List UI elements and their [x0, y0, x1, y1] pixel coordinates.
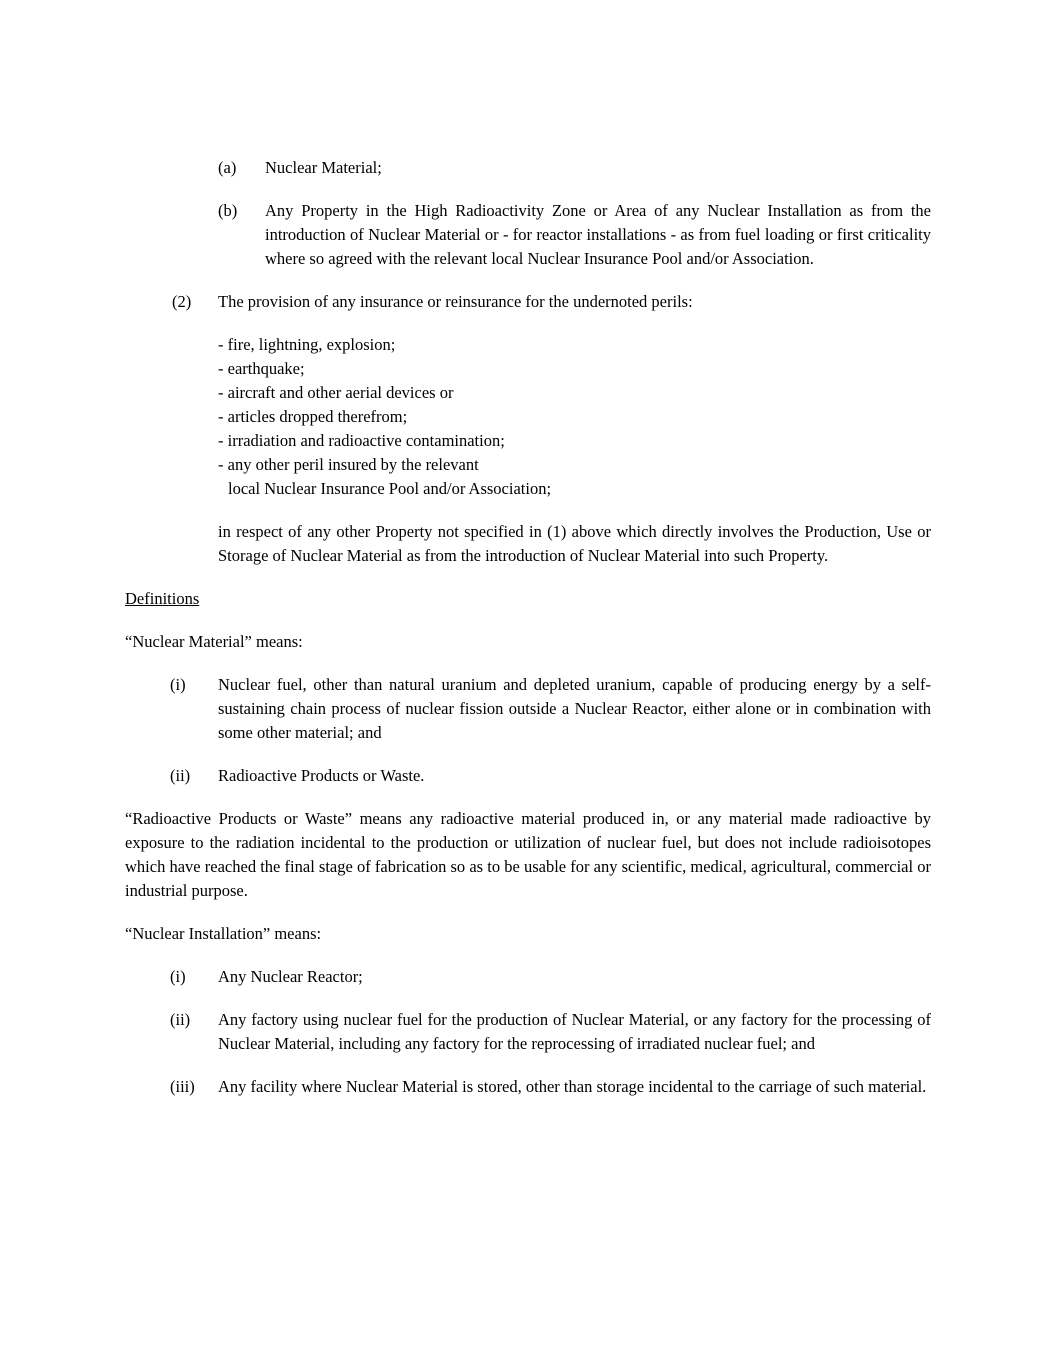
peril-line: - earthquake; [218, 359, 305, 378]
list-item-2 [172, 290, 931, 314]
definitions-heading [125, 587, 931, 611]
list-item-b-label: (b) [218, 201, 238, 220]
perils-closing-paragraph: in respect of any other Property not specified in (1) above which directly involves the Production, Use or Storage of Nuclear Material as from the introduction of Nuclear Material into such Property. [218, 522, 931, 565]
list-item-a-text: Nuclear Material; [265, 158, 382, 177]
nuclear-material-item-ii [170, 764, 931, 788]
nuclear-material-item-i [170, 673, 931, 745]
definitions-heading-text: Definitions [125, 589, 200, 608]
nuclear-installation-item-iii-text: Any facility where Nuclear Material is stored, other than storage incidental to the carriage of such material. [218, 1077, 927, 1096]
list-item-2-label: (2) [172, 292, 192, 311]
list-item-b-text: Any Property in the High Radioactivity Zone or Area of any Nuclear Installation as from the introduction of Nuclear Material or - for reactor installations - as from fuel loading or first criticality where so agreed with the relevant local Nuclear Insurance Pool and/or Association. [265, 201, 931, 268]
list-item-a-label: (a) [218, 158, 237, 177]
list-item-a [218, 156, 931, 180]
nuclear-installation-item-i-label: (i) [170, 967, 186, 986]
peril-line: - articles dropped therefrom; [218, 407, 408, 426]
nuclear-material-item-ii-label: (ii) [170, 766, 191, 785]
nuclear-installation-lead: “Nuclear Installation” means: [125, 924, 322, 943]
nuclear-installation-item-ii-text: Any factory using nuclear fuel for the production of Nuclear Material, or any factory for the processing of Nuclear Material, including any factory for the reprocessing of irradiated nuclear fuel; and [218, 1010, 931, 1053]
peril-line: - fire, lightning, explosion; [218, 335, 396, 354]
radioactive-products-paragraph: “Radioactive Products or Waste” means any radioactive material produced in, or any material made radioactive by exposure to the radiation incidental to the production or utilization of nuclear fuel, but does not include radioisotopes which have reached the final stage of fabrication so as to be usable for any scientific, medical, agricultural, commercial or industrial purpose. [125, 809, 931, 900]
peril-line: - irradiation and radioactive contamination; [218, 431, 505, 450]
nuclear-material-item-ii-text: Radioactive Products or Waste. [218, 766, 425, 785]
nuclear-installation-item-iii-label: (iii) [170, 1077, 195, 1096]
peril-line: - aircraft and other aerial devices or [218, 383, 454, 402]
nuclear-installation-item-i-text: Any Nuclear Reactor; [218, 967, 363, 986]
list-item-2-text: The provision of any insurance or reinsurance for the undernoted perils: [218, 292, 693, 311]
peril-line: - any other peril insured by the relevant [218, 455, 479, 474]
nuclear-installation-item-iii [170, 1075, 931, 1099]
nuclear-installation-item-ii-label: (ii) [170, 1010, 191, 1029]
list-item-b [218, 199, 931, 271]
nuclear-material-item-i-label: (i) [170, 675, 186, 694]
nuclear-material-item-i-text: Nuclear fuel, other than natural uranium and depleted uranium, capable of producing energy by a self-sustaining chain process of nuclear fission outside a Nuclear Reactor, either alone or in combination with some other material; and [218, 675, 931, 742]
nuclear-installation-item-i [170, 965, 931, 989]
perils-list [218, 333, 931, 501]
peril-line-continuation: local Nuclear Insurance Pool and/or Association; [228, 479, 552, 498]
nuclear-installation-item-ii [170, 1008, 931, 1056]
nuclear-material-lead: “Nuclear Material” means: [125, 632, 303, 651]
